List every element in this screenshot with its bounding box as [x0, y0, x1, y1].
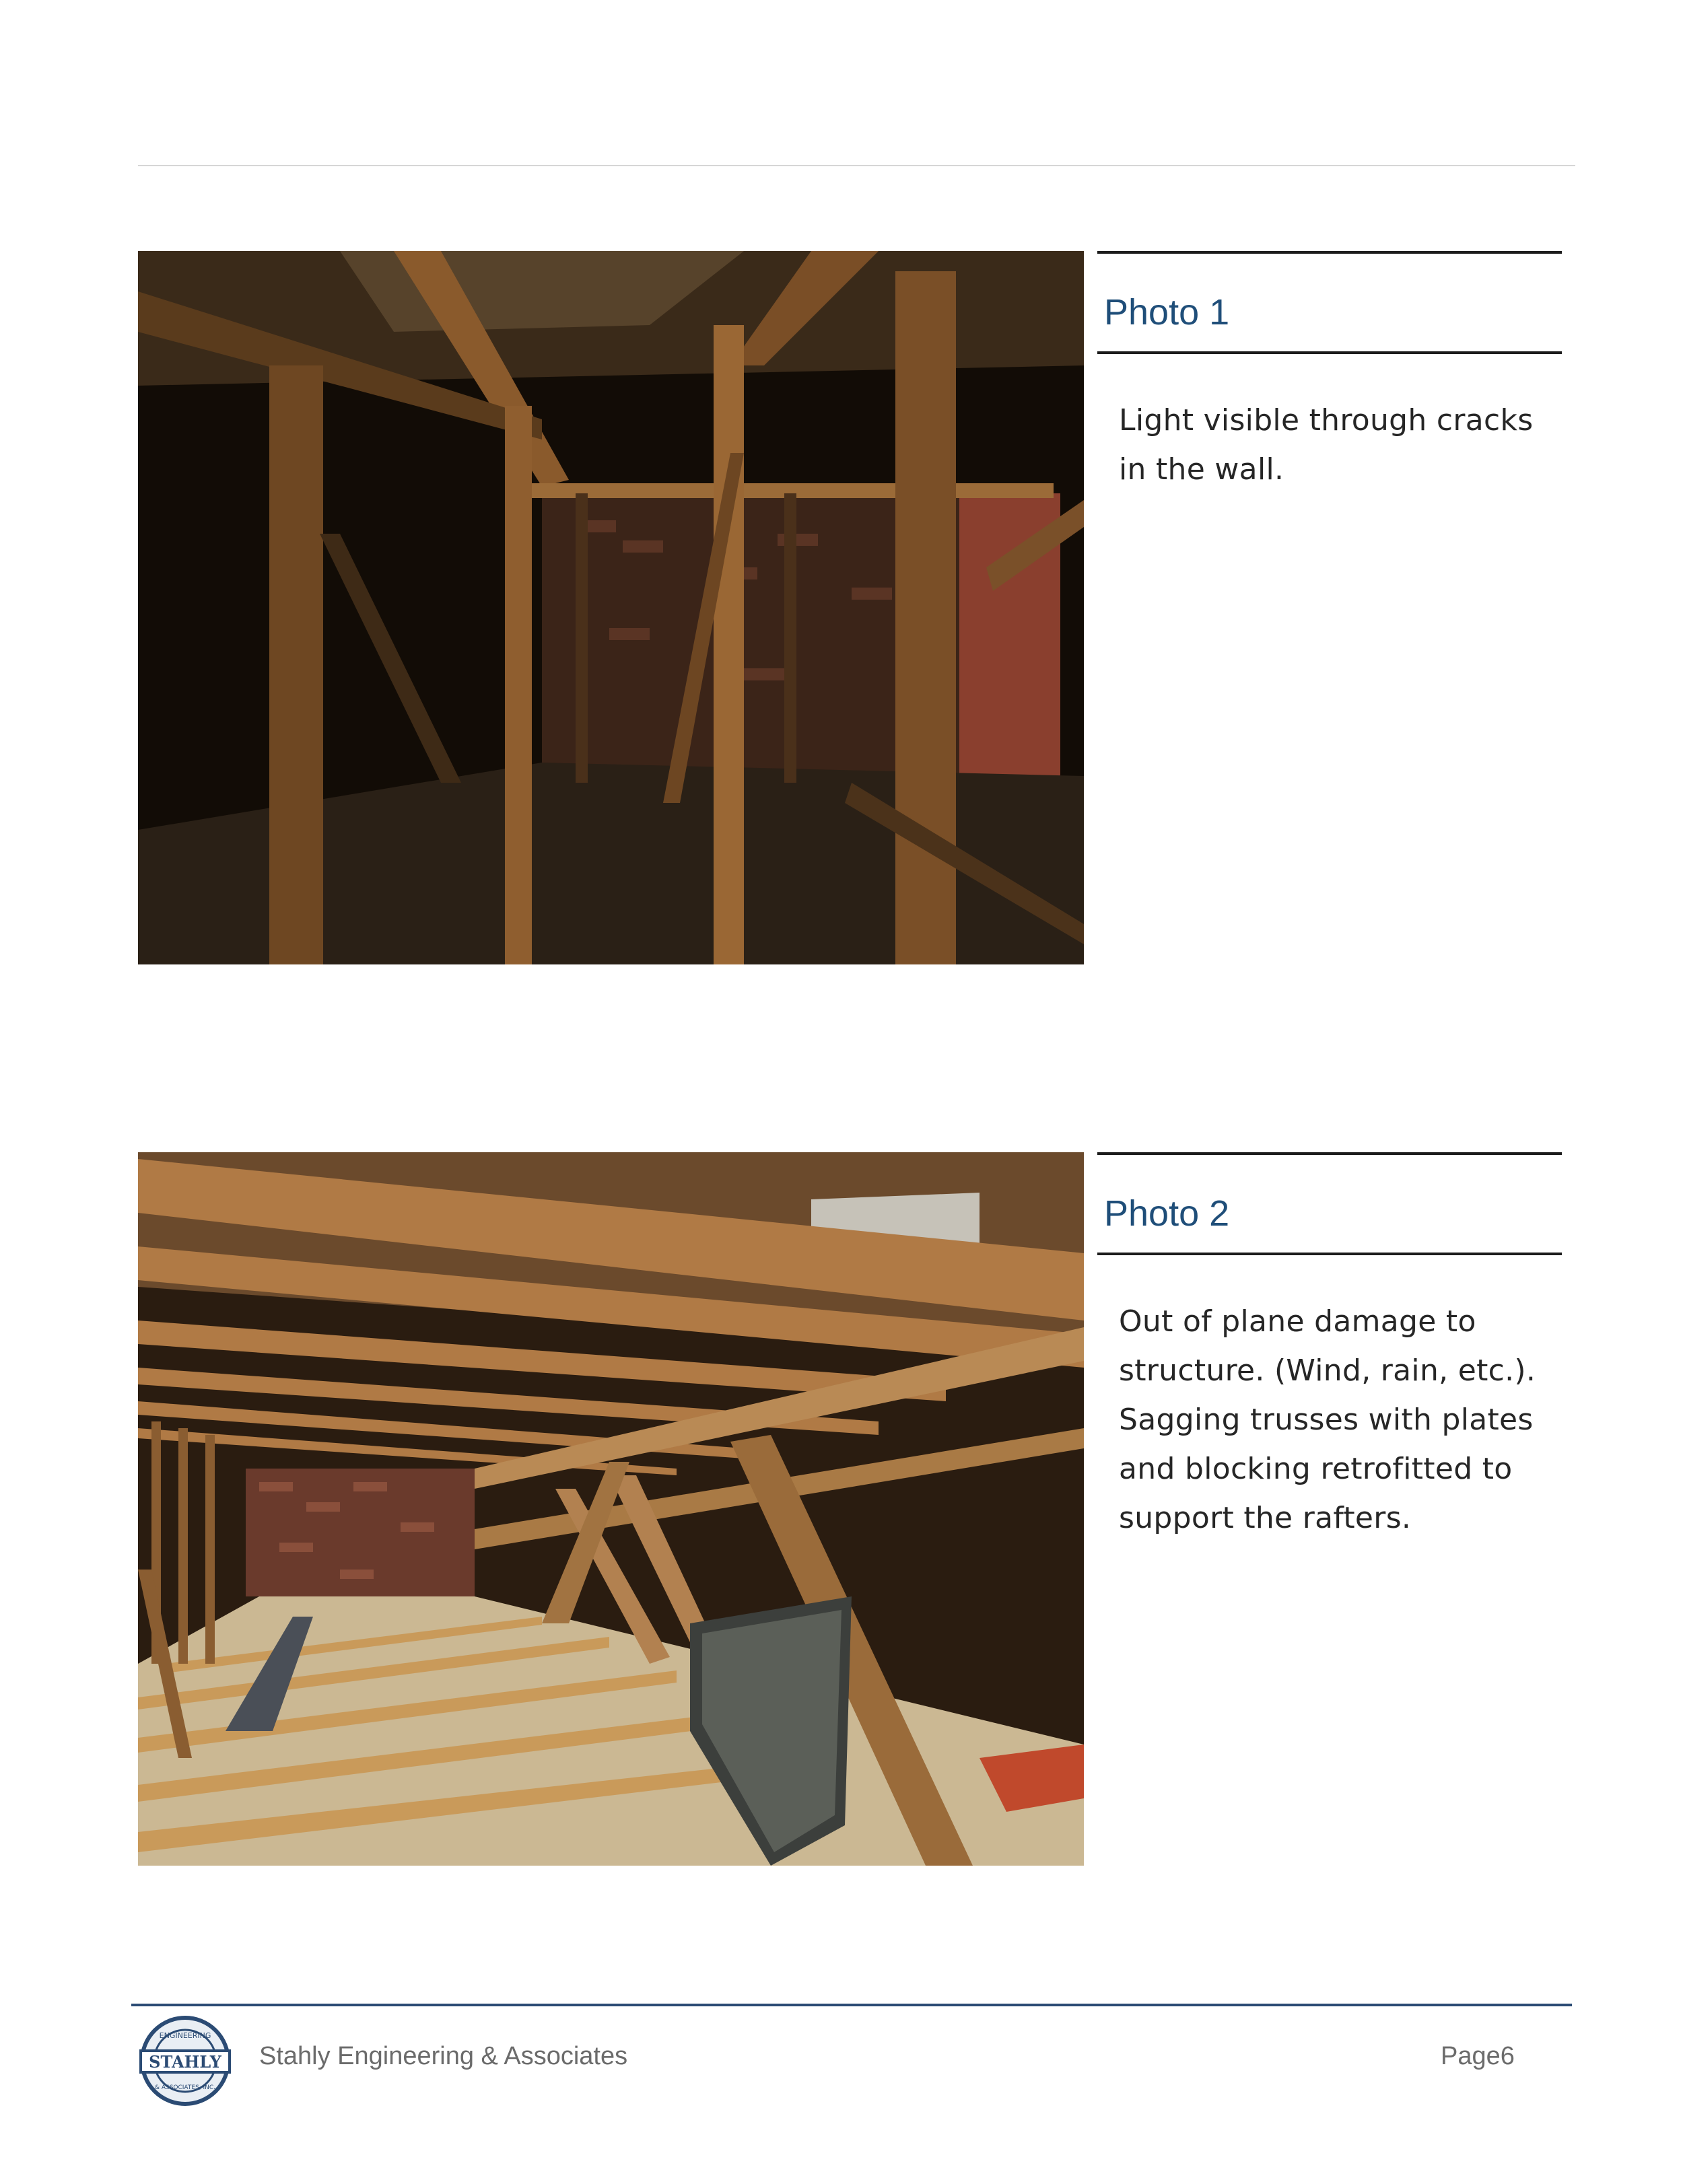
photo-2-caption [1097, 1152, 1562, 1543]
photo-1-image [138, 251, 1084, 964]
logo-ring-top: ENGINEERING [159, 2031, 211, 2040]
photo-1-description: Light visible through cracks in the wall. [1119, 403, 1534, 487]
company-logo [138, 2014, 232, 2108]
logo-ring-bottom: & ASSOCIATES, INC. [154, 2084, 216, 2091]
footer-company-name: Stahly Engineering & Associates [259, 2042, 628, 2070]
footer-divider [131, 2004, 1572, 2006]
header-divider [138, 165, 1575, 166]
photo-1-title: Photo 1 [1104, 292, 1230, 332]
photo-2-image [138, 1152, 1084, 1866]
photo-2-description: Out of plane damage to structure. (Wind, rain, etc.). Sagging trusses with plates and blocking retrofitted to support the rafters. [1119, 1304, 1536, 1535]
photo-2-title: Photo 2 [1104, 1193, 1230, 1234]
logo-wordmark: STAHLY [149, 2052, 221, 2072]
page-number: Page6 [1441, 2042, 1515, 2070]
photo-1-caption [1097, 251, 1562, 494]
